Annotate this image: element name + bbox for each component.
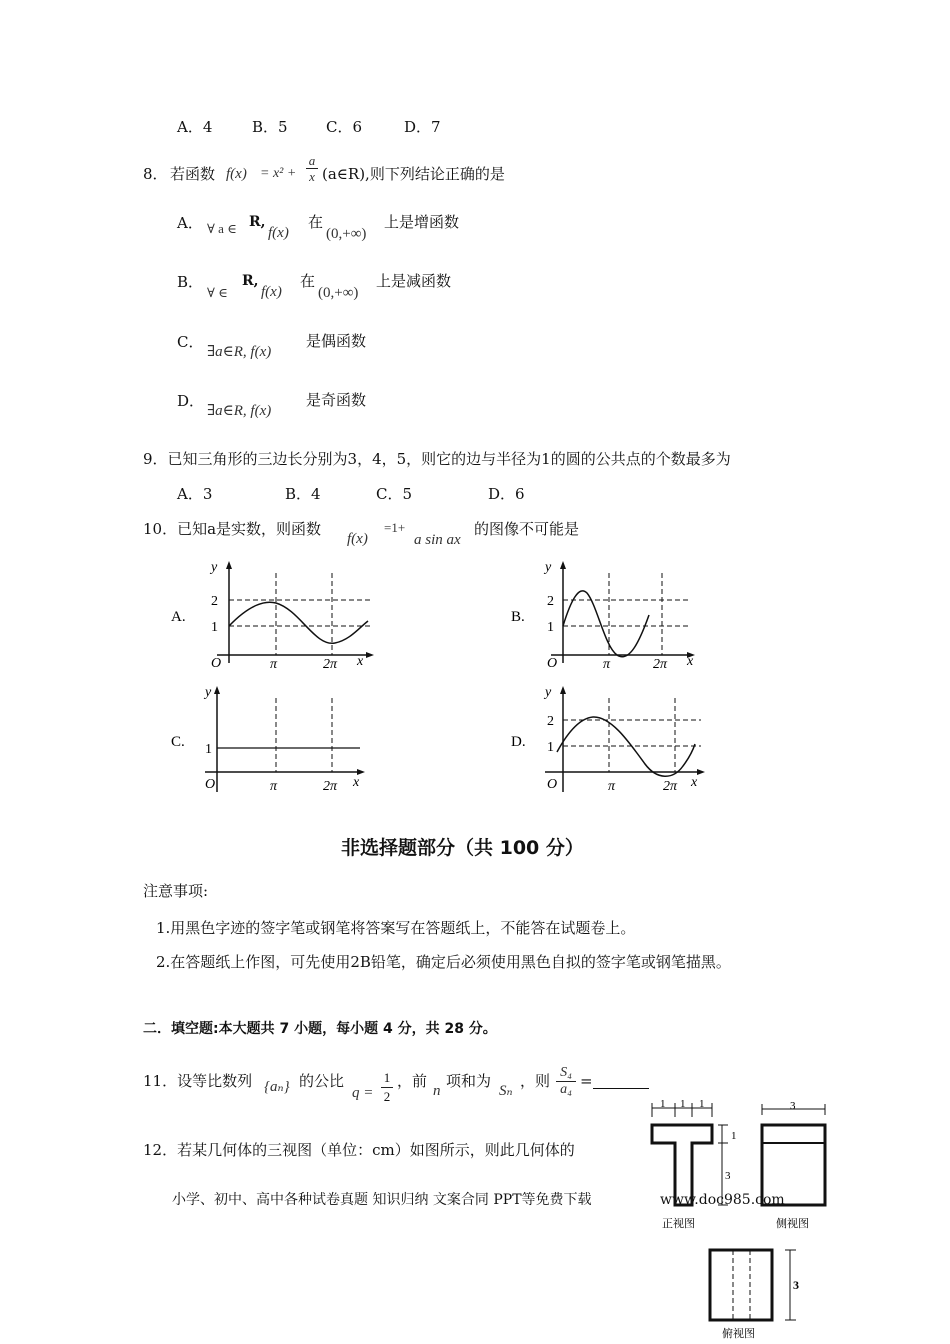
dim-top-3: 1 [699,1098,705,1110]
graph-a-label: A. [171,609,186,625]
q10-prefix: 10．已知a是实数，则函数 [143,520,322,538]
q8-option-d-post: 是奇函数 [306,391,367,409]
footer-url: www.doc985.com [660,1192,785,1208]
q8-fx: f(x) [226,166,247,182]
graph-a-y1: 1 [211,620,218,635]
q8-option-a-post: 上是增函数 [384,213,460,231]
section-title: 非选择题部分（共 100 分） [341,837,584,859]
q8-eq: = x² + [260,166,297,181]
q8-option-a-interval: (0,+∞) [326,226,367,242]
footer-text: 小学、初中、高中各种试卷真题 知识归纳 文案合同 PPT等免费下载 [172,1192,592,1208]
dim-side-3: 3 [790,1100,796,1112]
notice-2: 2.在答题纸上作图，可先使用2B铅笔，确定后必须使用黑色自拟的签字笔或钢笔描黑。 [156,953,731,971]
side-view-label: 侧视图 [776,1218,809,1230]
q8-option-d-expr: ∃a∈R, f(x) [207,403,272,419]
graph-d-y1: 1 [547,740,554,755]
q11-frac-num: 1 [383,1070,391,1085]
graph-c-2pi: 2π [323,779,338,794]
q11-mid4: ，则 [520,1072,551,1090]
q10-expr: a sin ax [414,532,461,548]
graph-c-y1: 1 [205,742,212,757]
q11-eq: = [580,1072,593,1090]
q8-number: 8． [143,165,168,183]
q8-option-a-quant: ∀ a ∈ [207,221,237,236]
q11-q: q = [352,1085,374,1101]
q11-prefix: 11．设等比数列 [143,1072,253,1090]
q8-condition: (a∈R),则下列结论正确的是 [322,165,505,183]
q8-option-c-post: 是偶函数 [306,332,367,350]
q11-ratio [556,1066,576,1097]
q9-option-c: C．5 [376,485,413,503]
graph-c-x: x [353,775,360,790]
graph-d-label: D. [511,734,526,750]
q11-n: n [433,1083,441,1099]
q8-option-b-set: R, [242,273,259,289]
graph-c-o: O [205,777,216,792]
graph-a-pi: π [270,657,278,672]
graph-b-y: y [545,560,552,575]
q8-option-b-mid: 在 [300,272,316,290]
q8-prefix: 若函数 [170,165,216,183]
q11-a4: a₄ [560,1082,572,1097]
front-view-label: 正视图 [662,1218,695,1230]
dim-top-view-3: 3 [793,1278,799,1292]
graph-a-y: y [211,560,218,575]
dim-right-1: 1 [731,1130,737,1142]
q8-option-a-label: A． [177,214,203,232]
q8-option-d-label: D． [177,392,205,410]
q8-option-b-quant: ∀ ∈ [207,285,228,300]
graph-b-pi: π [603,657,611,672]
graph-b-o: O [547,656,558,671]
q9-option-a: A．3 [177,485,213,503]
graph-b-y2: 2 [547,594,554,609]
graph-a-2pi: 2π [323,657,338,672]
graph-b [505,555,705,675]
q8-frac-den: x [309,169,315,184]
graph-d-2pi: 2π [663,779,678,794]
q8-option-a-set: R, [249,214,266,230]
q9-option-d: D．6 [488,485,525,503]
graph-a-o: O [211,656,222,671]
q11-fraction [381,1070,393,1105]
q7-option-c: C．6 [326,118,363,136]
q10-eq: =1+ [384,520,406,535]
q7-option-b: B．5 [252,118,288,136]
q11-mid3: 项和为 [446,1072,492,1090]
q11-blank [593,1074,649,1089]
q11-seq: {aₙ} [264,1079,290,1095]
dim-right-3: 3 [725,1170,731,1182]
q11-answer [580,1074,649,1089]
q7-option-a: A．4 [177,118,213,136]
graph-d [505,680,715,800]
graph-b-label: B. [511,609,525,625]
dim-top-1: 1 [660,1098,666,1110]
dim-top-2: 1 [680,1098,686,1110]
graph-a [165,555,380,675]
q11-mid1: 的公比 [299,1072,345,1090]
part2-title: 二．填空题:本大题共 7 小题，每小题 4 分，共 28 分。 [143,1021,497,1037]
q12-text: 12．若某几何体的三视图（单位：cm）如图所示，则此几何体的 [143,1141,575,1159]
q8-fraction [306,154,318,183]
graph-d-pi: π [608,779,616,794]
graph-c-pi: π [270,779,278,794]
graph-b-x: x [687,654,694,669]
q7-option-d: D．7 [404,118,441,136]
graph-b-y1: 1 [547,620,554,635]
q11-mid2: ，前 [397,1072,428,1090]
graph-c-y: y [205,685,212,700]
graph-c [165,680,380,800]
q8-option-b-post: 上是减函数 [376,272,452,290]
graph-a-y2: 2 [211,594,218,609]
q8-option-b-label: B． [177,273,204,291]
graph-d-y: y [545,685,552,700]
q8-option-a-fx: f(x) [268,225,289,241]
q8-option-c-expr: ∃a∈R, f(x) [207,344,272,360]
q8-option-a-mid: 在 [308,213,324,231]
top-view-label: 俯视图 [722,1328,755,1340]
q8-option-b-fx: f(x) [261,284,282,300]
q9-text: 9．已知三角形的三边长分别为3，4，5，则它的边与半径为1的圆的公共点的个数最多为 [143,450,731,468]
graph-a-x: x [357,654,364,669]
graph-d-o: O [547,777,558,792]
notice-1: 1.用黑色字迹的签字笔或钢笔将答案写在答题纸上，不能答在试题卷上。 [156,919,636,937]
q8-option-b-interval: (0,+∞) [318,285,359,301]
q9-option-b: B．4 [285,485,321,503]
q8-option-c-label: C． [177,333,204,351]
notice-title: 注意事项: [143,882,209,900]
graph-b-2pi: 2π [653,657,668,672]
q10-fx: f(x) [347,531,368,547]
q11-s4: S₄ [560,1065,572,1080]
graph-c-label: C. [171,734,185,750]
q11-frac-den: 2 [383,1089,391,1104]
graph-d-x: x [691,775,698,790]
graph-d-y2: 2 [547,714,554,729]
q8-frac-num: a [308,153,316,168]
q11-sn: Sₙ [499,1083,513,1099]
three-views-figure [640,1095,840,1340]
q10-post: 的图像不可能是 [474,520,580,538]
